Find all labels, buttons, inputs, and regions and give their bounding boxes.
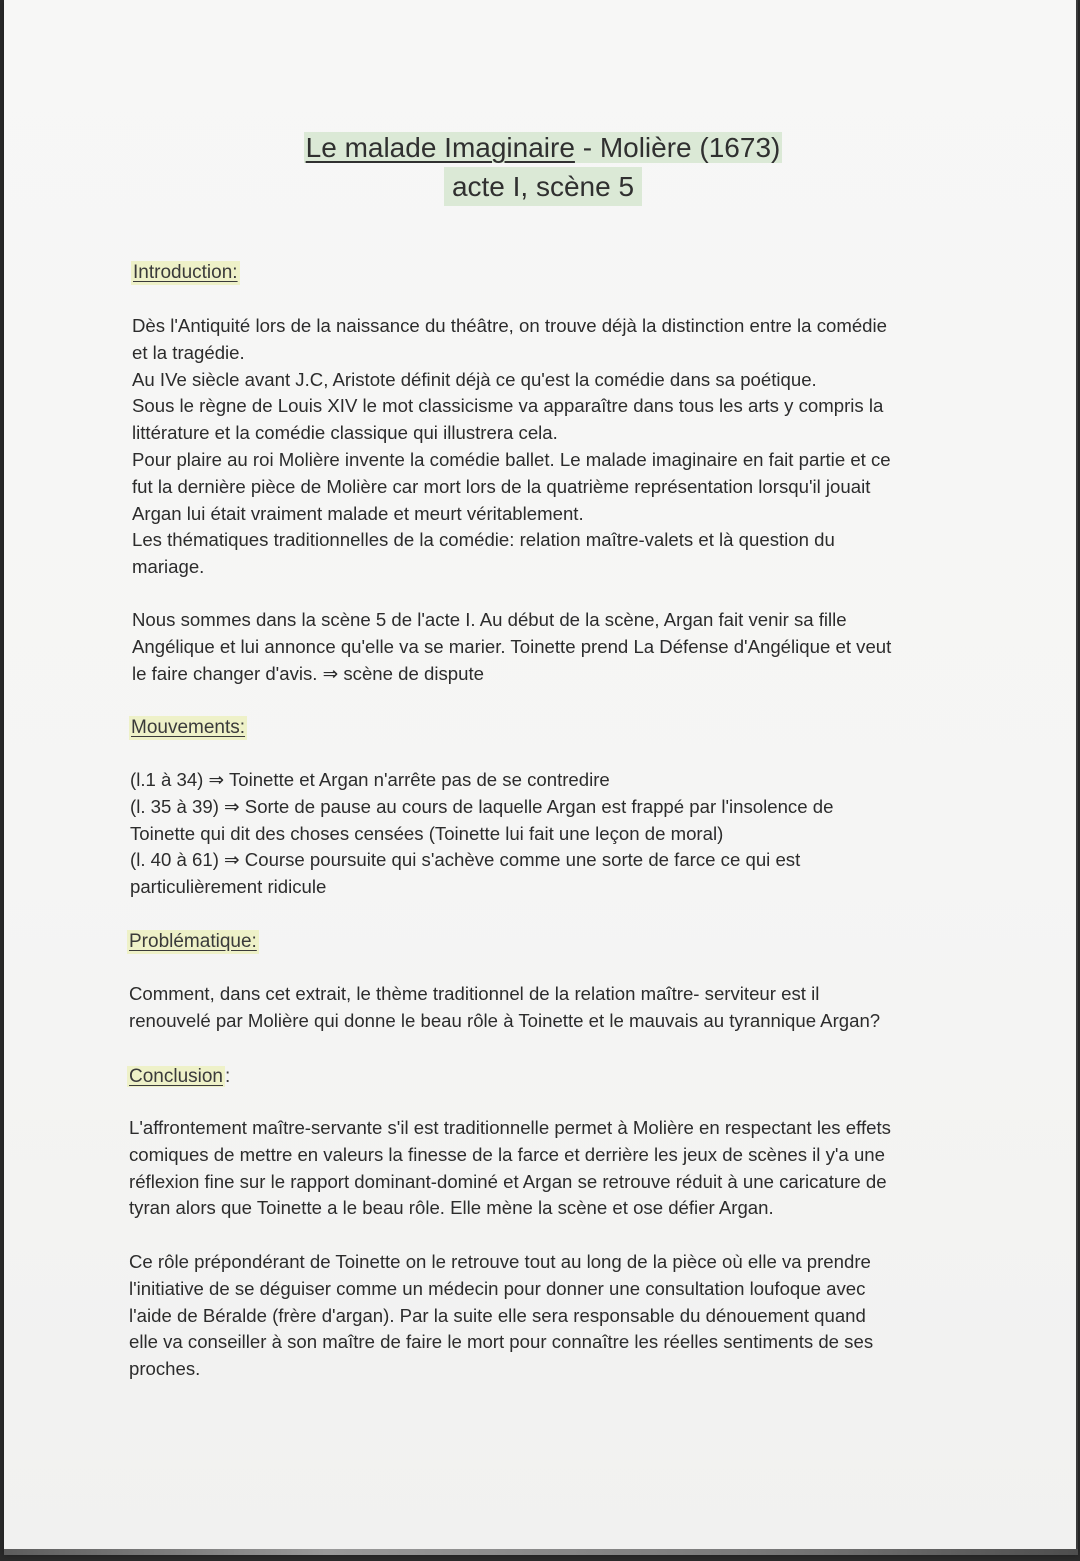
text-line: Nous sommes dans la scène 5 de l'acte I. Au début de la scène, Argan fait venir sa fille	[132, 609, 847, 630]
sheet-edge-right	[1076, 0, 1078, 1549]
title-separator: -	[574, 132, 600, 163]
text-line: réflexion fine sur le rapport dominant-dominé et Argan se retrouve réduit à une caricature de	[129, 1170, 887, 1192]
text-line: Angélique et lui annonce qu'elle va se marier. Toinette prend La Défense d'Angélique et veut	[132, 635, 892, 657]
conclusion-paragraph-1	[129, 1115, 969, 1222]
text-line: (l. 35 à 39) ⇒ Sorte de pause au cours de laquelle Argan est frappé par l'insolence de	[130, 795, 834, 817]
title-line-1	[304, 128, 783, 167]
sheet-edge-bottom	[4, 1549, 1078, 1555]
introduction-paragraph-1	[132, 313, 972, 581]
text-line: Au IVe siècle avant J.C, Aristote définit déjà ce qu'est la comédie dans sa poétique.	[132, 368, 817, 390]
text-line: tyran alors que Toinette a le beau rôle. Elle mène la scène et ose défier Argan.	[129, 1197, 774, 1219]
problematique-paragraph	[129, 981, 969, 1035]
text-line: (l.1 à 34) ⇒ Toinette et Argan n'arrête pas de se contredire	[130, 769, 610, 790]
text-line: Argan lui était vraiment malade et meurt véritablement.	[132, 502, 584, 524]
text-line: Ce rôle prépondérant de Toinette on le retrouve tout au long de la pièce où elle va prendre	[129, 1251, 871, 1272]
heading-conclusion-label: Conclusion	[129, 1066, 223, 1087]
text-line: proches.	[129, 1358, 201, 1380]
work-title: Le malade Imaginaire	[305, 132, 575, 163]
text-line: Comment, dans cet extrait, le thème traditionnel de la relation maître- serviteur est il	[129, 983, 820, 1004]
introduction-paragraph-2	[132, 607, 972, 687]
heading-problematique: Problématique:	[129, 931, 257, 952]
text-line: l'aide de Béralde (frère d'argan). Par la suite elle sera responsable du dénouement quand	[129, 1304, 866, 1326]
conclusion-paragraph-2	[129, 1249, 969, 1383]
paper-sheet	[4, 0, 1078, 1555]
text-line: littérature et la comédie classique qui illustrera cela.	[132, 422, 558, 444]
author-date: Molière (1673)	[599, 132, 781, 163]
text-line: et la tragédie.	[132, 341, 245, 363]
heading-conclusion	[127, 1065, 230, 1089]
text-line: l'initiative de se déguiser comme un médecin pour donner une consultation loufoque avec	[129, 1277, 866, 1299]
text-line: Dès l'Antiquité lors de la naissance du théâtre, on trouve déjà la distinction entre la comédie	[132, 315, 887, 336]
heading-conclusion-colon: :	[225, 1066, 231, 1087]
text-line: comiques de mettre en valeurs la finesse de la farce et derrière les jeux de scènes il y'a une	[129, 1143, 885, 1165]
mouvements-list	[130, 767, 970, 901]
text-line: renouvelé par Molière qui donne le beau rôle à Toinette et le mauvais au tyrannique Argan?	[129, 1009, 881, 1031]
text-line: le faire changer d'avis. ⇒ scène de dispute	[132, 662, 484, 684]
document-title	[4, 128, 1078, 206]
text-line: fut la dernière pièce de Molière car mort lors de la quatrième représentation lorsqu'il jouait	[132, 475, 871, 497]
text-line: Toinette qui dit des choses censées (Toinette lui fait une leçon de moral)	[130, 822, 724, 844]
text-line: elle va conseiller à son maître de faire le mort pour connaître les réelles sentiments de ses	[129, 1331, 874, 1353]
text-line: Les thématiques traditionnelles de la comédie: relation maître-valets et là question du	[132, 529, 835, 551]
heading-introduction: Introduction:	[133, 262, 238, 283]
text-line: Pour plaire au roi Molière invente la comédie ballet. Le malade imaginaire en fait partie et ce	[132, 448, 891, 470]
text-line: Sous le règne de Louis XIV le mot classicisme va apparaître dans tous les arts y compris la	[132, 395, 884, 417]
text-line: (l. 40 à 61) ⇒ Course poursuite qui s'achève comme une sorte de farce ce qui est	[130, 849, 801, 871]
text-line: L'affrontement maître-servante s'il est traditionnelle permet à Molière en respectant les effets	[129, 1117, 891, 1138]
text-line: mariage.	[132, 556, 205, 578]
heading-mouvements: Mouvements:	[131, 717, 246, 738]
text-line: particulièrement ridicule	[130, 876, 327, 898]
document-subtitle: acte I, scène 5	[444, 167, 642, 206]
